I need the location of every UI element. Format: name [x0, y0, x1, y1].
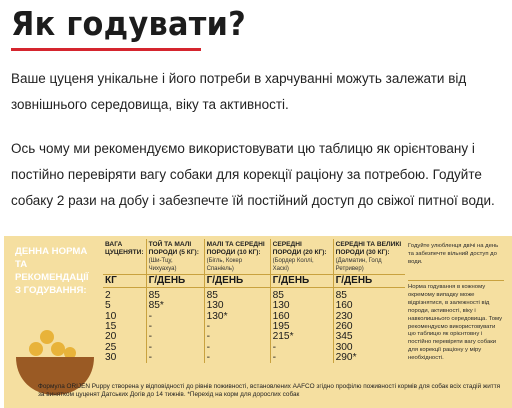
table-cell: -: [204, 353, 270, 363]
table-cell: 20: [103, 332, 146, 342]
unit-cell: Г/ДЕНЬ: [270, 275, 333, 288]
table-cell: 230: [335, 310, 353, 322]
table-cell: 215*: [270, 332, 333, 342]
kibble-icon: [29, 342, 43, 356]
table-cell: -: [204, 343, 270, 353]
table-cell: 85: [335, 290, 347, 301]
table-cell: 290*: [335, 352, 357, 364]
table-cell: 85*: [146, 301, 204, 311]
feeding-table: [103, 239, 405, 363]
page-title: Як годувати?: [11, 4, 247, 43]
unit-cell: Г/ДЕНЬ: [204, 275, 270, 288]
table-cell: -: [270, 353, 333, 363]
table-header-row: [103, 239, 405, 275]
unit-cell: КГ: [103, 275, 146, 288]
table-cell: -: [204, 322, 270, 332]
table-cell: 260: [335, 320, 353, 332]
table-cell: 25: [103, 343, 146, 353]
feeding-panel: [4, 236, 512, 408]
table-cell: -: [270, 343, 333, 353]
table-cell: -: [146, 322, 204, 332]
column-header-toy-small: ТОЙ ТА МАЛІ ПОРОДИ (5 КГ): (Ши-Тцу, Чихуахуа): [146, 239, 204, 275]
table-cell: 195: [270, 322, 333, 332]
table-cell: 85: [270, 288, 333, 302]
table-cell: 160: [270, 311, 333, 321]
table-cell: -: [146, 343, 204, 353]
table-cell: -: [204, 332, 270, 342]
table-cell: 345: [335, 331, 353, 343]
table-row: [103, 288, 405, 302]
column-header-weight: ВАГА ЦУЦЕНЯТИ:: [103, 239, 146, 275]
table-cell: 130*: [204, 311, 270, 321]
table-cell: -: [146, 353, 204, 363]
table-cell: 160: [335, 300, 353, 312]
unit-cell: Г/ДЕНЬ: [146, 275, 204, 288]
table-cell: 10: [103, 311, 146, 321]
kibble-icon: [40, 330, 54, 344]
table-cell: 85: [204, 288, 270, 302]
table-cell: 130: [204, 301, 270, 311]
units-row: [103, 275, 405, 288]
title-underline: [11, 48, 201, 51]
intro-paragraph-1: Ваше цуценя унікальне і його потреби в харчуванні можуть залежати від зовнішнього середовища, віку та активності.: [11, 71, 467, 113]
table-cell: 300: [335, 341, 353, 353]
table-cell: 5: [103, 301, 146, 311]
table-row: [103, 353, 405, 363]
table-cell: 2: [103, 288, 146, 302]
feeding-note: Годуйте улюбленця двічі на день та забезпечте вільний доступ до води.: [408, 243, 499, 265]
table-cell: -: [146, 332, 204, 342]
table-row: [103, 301, 405, 311]
table-cell: 15: [103, 322, 146, 332]
table-cell: 130: [270, 301, 333, 311]
table-cell: -: [146, 311, 204, 321]
table-cell: 30: [103, 353, 146, 363]
feeding-panel-title: ДЕННА НОРМА ТА РЕКОМЕНДАЦІЇ З ГОДУВАННЯ:: [15, 246, 89, 296]
column-header-medium: СЕРЕДНІ ПОРОДИ (20 КГ): (Бордер Коллі, Хаскі): [270, 239, 333, 275]
unit-cell: Г/ДЕНЬ: [333, 275, 405, 288]
feeding-guidance-note: Норма годування в кожному окремому випадку може відрізнятися, в залежності від породи, активності, віку і навколишнього середовища. Тому рекомендуємо використовувати цю таблицю як орієнтовну і постійно перевіряти вагу собаки для корекції раціону у міру необхідності.: [408, 280, 504, 363]
kibble-icon: [51, 342, 65, 356]
column-header-medium-large: СЕРЕДНІ ТА ВЕЛИКІ ПОРОДИ (30 КГ): (Далматин, Голд Ретривер): [335, 241, 402, 272]
column-header-small-medium: МАЛІ ТА СЕРЕДНІ ПОРОДИ (10 КГ): (Бігль, Кокер Спаніель): [204, 239, 270, 275]
intro-paragraph-2: Ось чому ми рекомендуємо використовувати цю таблицю як орієнтовану і постійно перевіряти вагу собаки для корекції раціону за потребою. Годуйте собаку 2 рази на добу і забезпечте їй постійний доступ до свіжої питної води.: [11, 141, 495, 209]
table-row: [103, 332, 405, 342]
table-cell: 85: [146, 288, 204, 302]
formula-footnote: Формула ORIJEN Puppy створена у відповідності до рівнів поживності, встановлених AAFCO згідно профілю поживності кормів для собак всіх стадій життя за винятком цуценят Датських Догів до 14 тижнів. *Перехід на корм для дорослих собак: [38, 383, 501, 399]
